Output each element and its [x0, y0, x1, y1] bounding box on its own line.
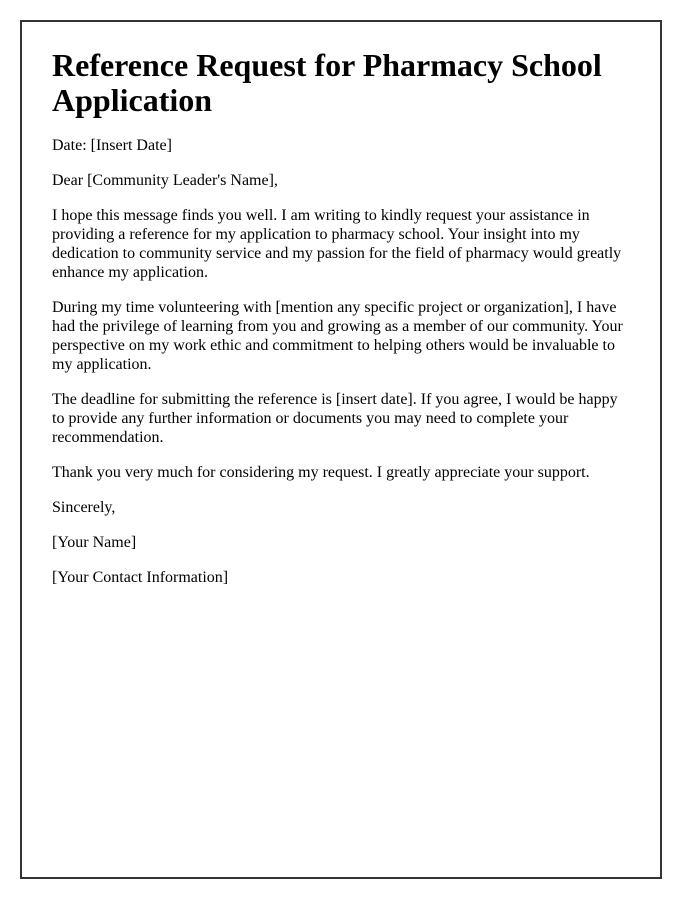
closing: Sincerely, [52, 499, 116, 516]
letter-document [20, 20, 662, 879]
body-paragraph: The deadline for submitting the reference is [insert date]. If you agree, I would be happy to provide any further information or documents you may need to complete your recommendation. [52, 391, 618, 446]
body-paragraph: During my time volunteering with [mention any specific project or organization], I have had the privilege of learning from you and growing as a member of our community. Your perspective on my work ethic and commitment to helping others would be invaluable to my application. [52, 299, 623, 373]
date-line: Date: [Insert Date] [52, 137, 172, 154]
body-paragraph: I hope this message finds you well. I am writing to kindly request your assistance in providing a reference for my application to pharmacy school. Your insight into my dedication to community service and my passion for the field of pharmacy would greatly enhance my application. [52, 207, 622, 281]
signature-contact: [Your Contact Information] [52, 569, 229, 586]
body-paragraph: Thank you very much for considering my request. I greatly appreciate your support. [52, 464, 590, 481]
salutation: Dear [Community Leader's Name], [52, 172, 278, 189]
signature-name: [Your Name] [52, 534, 137, 551]
letter-title: Reference Request for Pharmacy School Application [52, 47, 602, 118]
